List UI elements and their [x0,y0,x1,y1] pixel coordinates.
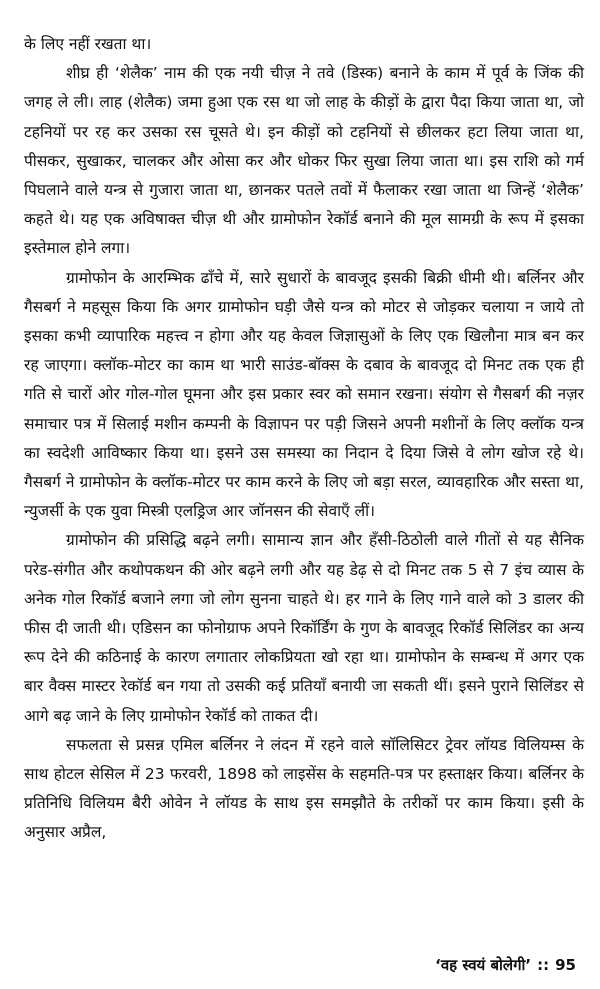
paragraph-agreement: सफलता से प्रसन्न एमिल बर्लिनर ने लंदन में रहने वाले सॉलिसिटर ट्रेवर लॉयड विलियम्स के साथ होटल सेसिल में 23 फरवरी, 1898 को लाइसेंस के सहमति-पत्र पर हस्ताक्षर किया। बर्लिनर के प्रतिनिधि विलियम बैरी ओवेन ने लॉयड के साथ इस समझौते के तरीकों पर काम किया। इसी के अनुसार अप्रैल, [24,735,584,842]
paragraph-clock-motor: ग्रामोफोन के आरम्भिक ढाँचे में, सारे सुधारों के बावजूद इसकी बिक्री धीमी थी। बर्लिनर और गैसबर्ग ने महसूस किया कि अगर ग्रामोफोन घड़ी जैसे यन्त्र को मोटर से जोड़कर चलाया न जाये तो इसका कभी व्यापारिक महत्त्व न होगा और यह केवल जिज्ञासुओं के लिए एक खिलौना मात्र बन कर रह जाएगा। क्लॉक-मोटर का काम था भारी साउंड-बॉक्स के दबाव के बावजूद दो मिनट तक एक ही गति से चारों ओर गोल-गोल घूमना और इस प्रकार स्वर को समान रखना। संयोग से गैसबर्ग की नज़र समाचार पत्र में सिलाई मशीन कम्पनी के विज्ञापन पर पड़ी जिसने अपनी मशीनों के लिए क्लॉक यन्त्र का स्वदेशी आविष्कार किया था। इसने उस समस्या का निदान दे दिया जिसे वे लोग खोज रहे थे। गैसबर्ग ने ग्रामोफोन के क्लॉक-मोटर पर काम करने के लिए जो बड़ा सरल, व्यावहारिक और सस्ता था, न्युजर्सी के एक युवा मिस्त्री एलड्रिज आर जॉनसन की सेवाएँ लीं। [24,268,584,521]
footer-separator: :: [537,956,550,974]
page-body [24,30,584,848]
paragraph-continuation: के लिए नहीं रखता था। [24,35,152,53]
page-footer [435,955,576,975]
paragraph-popularity: ग्रामोफोन की प्रसिद्धि बढ़ने लगी। सामान्य ज्ञान और हँसी-ठिठोली वाले गीतों से यह सैनिक परेड-संगीत और कथोपकथन की ओर बढ़ने लगी और यह डेढ़ से दो मिनट तक 5 से 7 इंच व्यास के अनेक गोल रिकॉर्ड बजाने लगा जो लोग सुनना चाहते थे। हर गाने के लिए गाने वाले को 3 डालर की फीस दी जाती थी। एडिसन का फोनोग्राफ अपने रिकॉर्डिंग के गुण के बावजूद रिकॉर्ड सिलिंडर का अन्य रूप देने की कठिनाई के कारण लगातार लोकप्रियता खो रहा था। ग्रामोफोन के सम्बन्ध में अगर एक बार वैक्स मास्टर रेकॉर्ड बन गया तो उसकी कई प्रतियाँ बनायी जा सकती थीं। इसने पुराने सिलिंडर से आगे बढ़ जाने के लिए ग्रामोफोन रेकॉर्ड को ताकत दी। [24,531,584,725]
footer-book-title: ‘वह स्वयं बोलेगी’ [435,956,532,974]
paragraph-shellac: शीघ्र ही ‘शेलैक’ नाम की एक नयी चीज़ ने तवे (डिस्क) बनाने के काम में पूर्व के जिंक की जगह ले ली। लाह (शेलैक) जमा हुआ एक रस था जो लाह के कीड़ों के द्वारा पैदा किया जाता था, जो टहनियों पर रह कर उसका रस चूसते थे। इन कीड़ों को टहनियों से छीलकर हटा लिया जाता था, पीसकर, सुखाकर, चालकर और ओसा कर और धोकर फिर सुखा लिया जाता था। इस राशि को गर्म पिघलाने वाले यन्त्र से गुजारा जाता था, छानकर पतले तवों में फैलाकर रखा जाता था जिन्हें ‘शेलैक’ कहते थे। यह एक अविषाक्त चीज़ थी और ग्रामोफोन रेकॉर्ड बनाने की मूल सामग्री के रूप में इसका इस्तेमाल होने लगा। [24,64,584,258]
page-number: 95 [555,956,576,974]
